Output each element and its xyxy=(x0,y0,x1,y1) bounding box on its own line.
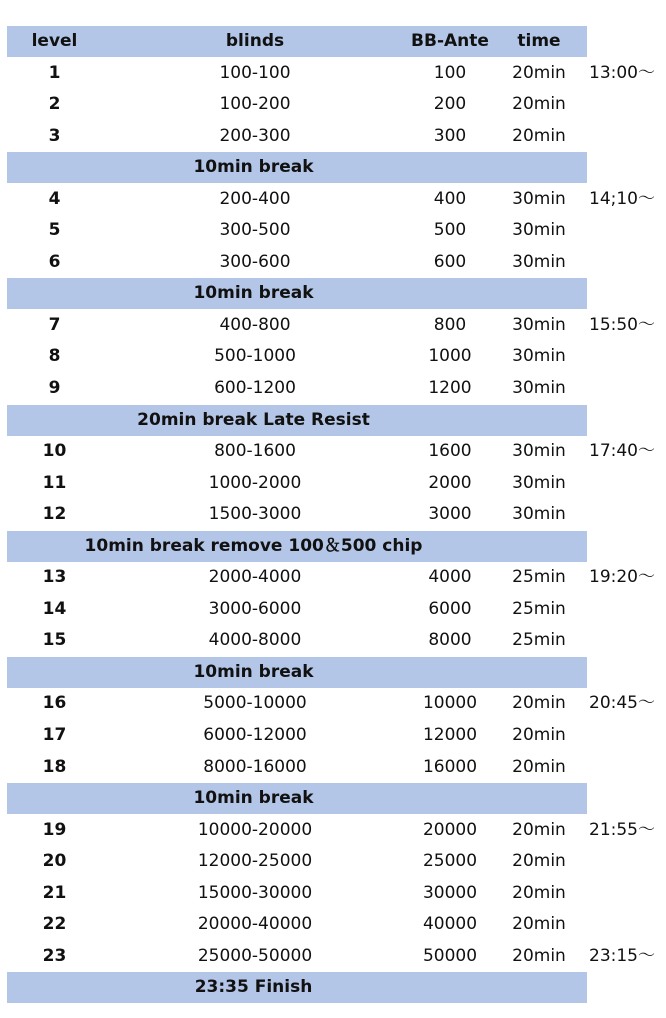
level-cell: 18 xyxy=(42,756,67,777)
header-blinds: blinds xyxy=(225,31,285,51)
break-label: 10min break xyxy=(193,661,314,682)
break-label: 10min break xyxy=(193,157,314,178)
break-label: 20min break Late Resist xyxy=(137,409,370,430)
blinds-cell: 300-500 xyxy=(219,220,291,241)
start-time-cell: 23:15～ xyxy=(589,945,655,966)
blinds-cell: 400-800 xyxy=(219,314,291,335)
blinds-cell: 100-200 xyxy=(219,94,291,115)
level-cell: 21 xyxy=(42,882,67,903)
blinds-cell: 3000-6000 xyxy=(208,598,302,619)
bb-ante-cell: 600 xyxy=(433,251,467,272)
time-cell: 20min xyxy=(512,851,566,872)
table-row xyxy=(0,688,666,720)
table-row xyxy=(0,752,666,784)
blinds-cell: 6000-12000 xyxy=(203,725,307,746)
break-row xyxy=(0,972,666,1004)
time-cell: 30min xyxy=(512,314,566,335)
time-cell: 30min xyxy=(512,188,566,209)
bb-ante-cell: 800 xyxy=(433,314,467,335)
table-row xyxy=(0,373,666,405)
level-cell: 17 xyxy=(42,725,67,746)
level-cell: 1 xyxy=(48,62,61,83)
time-cell: 20min xyxy=(512,94,566,115)
bb-ante-cell: 12000 xyxy=(422,725,478,746)
break-row xyxy=(0,657,666,689)
table-row xyxy=(0,58,666,90)
bb-ante-cell: 2000 xyxy=(428,472,472,493)
time-cell: 30min xyxy=(512,251,566,272)
blinds-cell: 200-300 xyxy=(219,125,291,146)
time-cell: 25min xyxy=(512,630,566,651)
time-cell: 20min xyxy=(512,756,566,777)
blinds-cell: 300-600 xyxy=(219,251,291,272)
time-cell: 30min xyxy=(512,346,566,367)
header-row xyxy=(0,26,666,58)
bb-ante-cell: 200 xyxy=(433,94,467,115)
bb-ante-cell: 25000 xyxy=(422,851,478,872)
break-label: 10min break xyxy=(193,283,314,304)
blinds-cell: 2000-4000 xyxy=(208,567,302,588)
blinds-cell: 800-1600 xyxy=(214,441,296,462)
bb-ante-cell: 10000 xyxy=(422,693,478,714)
table-row xyxy=(0,184,666,216)
start-time-cell: 15:50～ xyxy=(589,314,655,335)
break-row xyxy=(0,531,666,563)
bb-ante-cell: 500 xyxy=(433,220,467,241)
table-row xyxy=(0,215,666,247)
table-row xyxy=(0,594,666,626)
blinds-cell: 1000-2000 xyxy=(208,472,302,493)
time-cell: 20min xyxy=(512,882,566,903)
time-cell: 20min xyxy=(512,693,566,714)
table-row xyxy=(0,468,666,500)
level-cell: 11 xyxy=(42,472,67,493)
break-row xyxy=(0,405,666,437)
blinds-cell: 25000-50000 xyxy=(197,945,313,966)
break-label: 10min break remove 100＆500 chip xyxy=(84,535,423,556)
level-cell: 14 xyxy=(42,598,67,619)
level-cell: 6 xyxy=(48,251,61,272)
break-label: 23:35 Finish xyxy=(194,977,313,998)
time-cell: 20min xyxy=(512,819,566,840)
table-row xyxy=(0,941,666,973)
table-row xyxy=(0,341,666,373)
table-row xyxy=(0,89,666,121)
bb-ante-cell: 1600 xyxy=(428,441,472,462)
break-label: 10min break xyxy=(193,788,314,809)
blinds-cell: 12000-25000 xyxy=(197,851,313,872)
bb-ante-cell: 16000 xyxy=(422,756,478,777)
table-row xyxy=(0,625,666,657)
level-cell: 16 xyxy=(42,693,67,714)
break-row xyxy=(0,152,666,184)
level-cell: 23 xyxy=(42,945,67,966)
break-row xyxy=(0,783,666,815)
table-body xyxy=(0,58,666,1004)
level-cell: 20 xyxy=(42,851,67,872)
bb-ante-cell: 40000 xyxy=(422,914,478,935)
blinds-cell: 600-1200 xyxy=(214,378,296,399)
bb-ante-cell: 20000 xyxy=(422,819,478,840)
bb-ante-cell: 3000 xyxy=(428,504,472,525)
break-row xyxy=(0,278,666,310)
table-row xyxy=(0,562,666,594)
blinds-cell: 200-400 xyxy=(219,188,291,209)
level-cell: 10 xyxy=(42,441,67,462)
table-row xyxy=(0,720,666,752)
table-row xyxy=(0,310,666,342)
bb-ante-cell: 30000 xyxy=(422,882,478,903)
time-cell: 30min xyxy=(512,441,566,462)
start-time-cell: 21:55～ xyxy=(589,819,655,840)
time-cell: 20min xyxy=(512,62,566,83)
bb-ante-cell: 100 xyxy=(433,62,467,83)
level-cell: 9 xyxy=(48,378,61,399)
start-time-cell: 19:20～ xyxy=(589,567,655,588)
blinds-cell: 100-100 xyxy=(219,62,291,83)
start-time-cell: 13:00～ xyxy=(589,62,655,83)
header-time: time xyxy=(517,31,561,51)
level-cell: 12 xyxy=(42,504,67,525)
blinds-cell: 15000-30000 xyxy=(197,882,313,903)
time-cell: 30min xyxy=(512,378,566,399)
bb-ante-cell: 50000 xyxy=(422,945,478,966)
table-row xyxy=(0,247,666,279)
bb-ante-cell: 4000 xyxy=(428,567,472,588)
time-cell: 20min xyxy=(512,125,566,146)
table-row xyxy=(0,909,666,941)
time-cell: 30min xyxy=(512,472,566,493)
time-cell: 30min xyxy=(512,220,566,241)
bb-ante-cell: 1000 xyxy=(428,346,472,367)
bb-ante-cell: 8000 xyxy=(428,630,472,651)
start-time-cell: 17:40～ xyxy=(589,441,655,462)
level-cell: 3 xyxy=(48,125,61,146)
time-cell: 25min xyxy=(512,598,566,619)
table-row xyxy=(0,846,666,878)
level-cell: 22 xyxy=(42,914,67,935)
blinds-cell: 10000-20000 xyxy=(197,819,313,840)
table-row xyxy=(0,499,666,531)
table-row xyxy=(0,815,666,847)
time-cell: 20min xyxy=(512,945,566,966)
level-cell: 19 xyxy=(42,819,67,840)
start-time-cell: 14;10～ xyxy=(589,188,655,209)
header-level: level xyxy=(31,31,78,51)
blinds-cell: 8000-16000 xyxy=(203,756,307,777)
header-bb-ante: BB-Ante xyxy=(411,31,489,51)
time-cell: 20min xyxy=(512,725,566,746)
table-row xyxy=(0,878,666,910)
blind-structure-table xyxy=(0,26,666,1004)
level-cell: 2 xyxy=(48,94,61,115)
time-cell: 25min xyxy=(512,567,566,588)
table-row xyxy=(0,436,666,468)
bb-ante-cell: 1200 xyxy=(428,378,472,399)
time-cell: 20min xyxy=(512,914,566,935)
blinds-cell: 5000-10000 xyxy=(203,693,307,714)
start-time-cell: 20:45～ xyxy=(589,693,655,714)
level-cell: 7 xyxy=(48,314,61,335)
level-cell: 13 xyxy=(42,567,67,588)
blinds-cell: 20000-40000 xyxy=(197,914,313,935)
bb-ante-cell: 300 xyxy=(433,125,467,146)
blinds-cell: 1500-3000 xyxy=(208,504,302,525)
level-cell: 5 xyxy=(48,220,61,241)
time-cell: 30min xyxy=(512,504,566,525)
blinds-cell: 4000-8000 xyxy=(208,630,302,651)
bb-ante-cell: 6000 xyxy=(428,598,472,619)
level-cell: 4 xyxy=(48,188,61,209)
table-row xyxy=(0,121,666,153)
level-cell: 8 xyxy=(48,346,61,367)
blinds-cell: 500-1000 xyxy=(214,346,296,367)
bb-ante-cell: 400 xyxy=(433,188,467,209)
level-cell: 15 xyxy=(42,630,67,651)
